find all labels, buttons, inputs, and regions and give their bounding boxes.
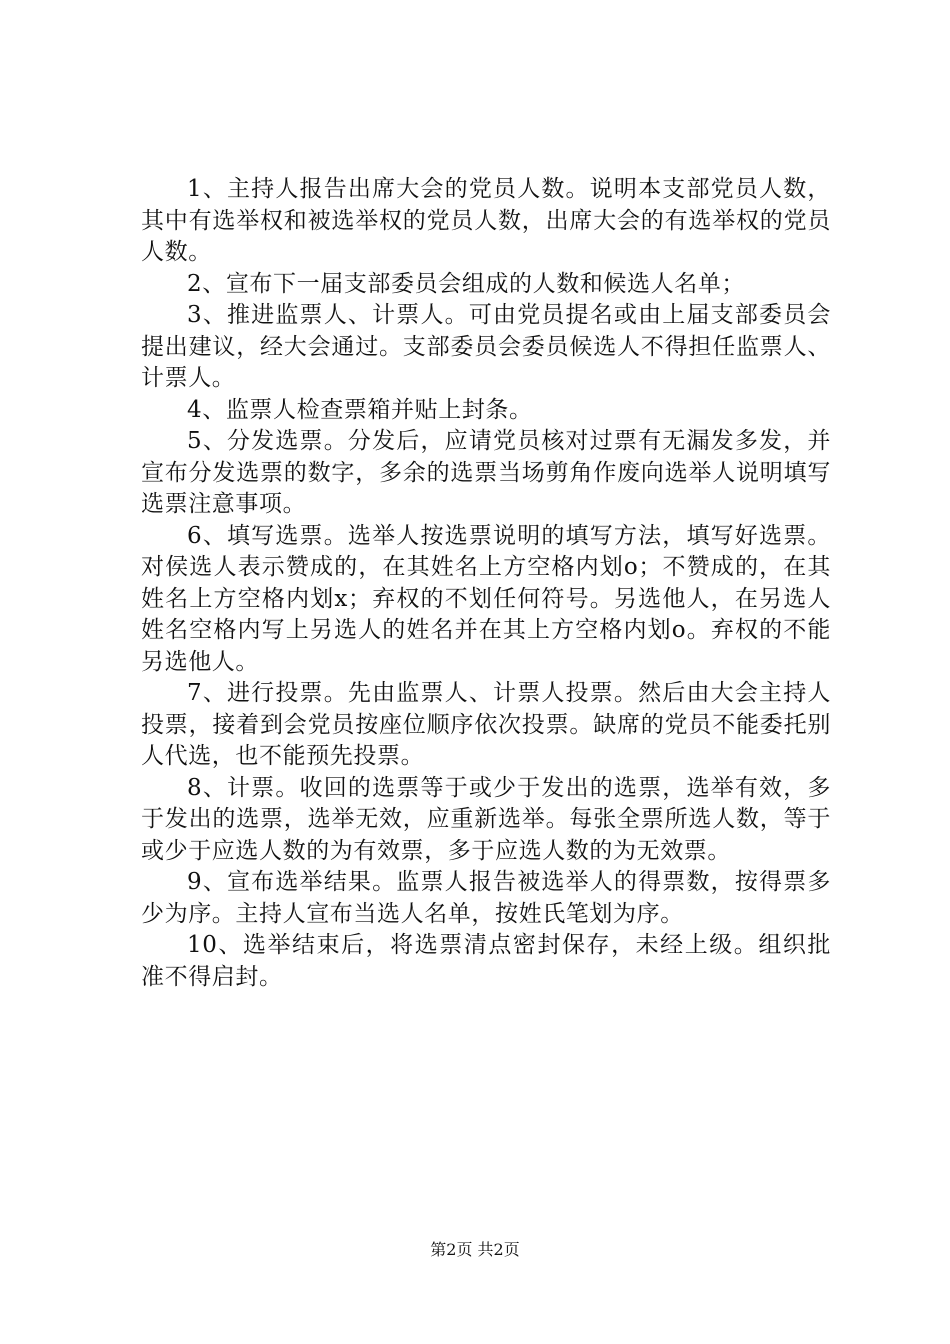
paragraph-6: 6、填写选票。选举人按选票说明的填写方法，填写好选票。对侯选人表示赞成的，在其姓名上方空格内划o；不赞成的，在其姓名上方空格内划x；弃权的不划任何符号。另选他人，在另选人姓名空格内写上另选人的姓名并在其上方空格内划o。弃权的不能另选他人。	[141, 522, 831, 675]
paragraph-9: 9、宣布选举结果。监票人报告被选举人的得票数，按得票多少为序。主持人宣布当选人名单，按姓氏笔划为序。	[141, 869, 831, 927]
paragraph-10: 10、选举结束后，将选票清点密封保存，未经上级。组织批准不得启封。	[141, 932, 831, 990]
paragraph-7: 7、进行投票。先由监票人、计票人投票。然后由大会主持人投票，接着到会党员按座位顺序依次投票。缺席的党员不能委托别人代选，也不能预先投票。	[141, 680, 831, 769]
paragraph-8: 8、计票。收回的选票等于或少于发出的选票，选举有效，多于发出的选票，选举无效，应重新选举。每张全票所选人数，等于或少于应选人数的为有效票，多于应选人数的为无效票。	[141, 774, 831, 864]
paragraph-3: 3、推进监票人、计票人。可由党员提名或由上届支部委员会提出建议，经大会通过。支部委员会委员候选人不得担任监票人、计票人。	[141, 302, 831, 391]
paragraph-1: 1、主持人报告出席大会的党员人数。说明本支部党员人数，其中有选举权和被选举权的党员人数，出席大会的有选举权的党员人数。	[141, 176, 831, 265]
page-number-footer: 第2页 共2页	[430, 1240, 520, 1259]
paragraph-5: 5、分发选票。分发后，应请党员核对过票有无漏发多发，并宣布分发选票的数字，多余的选票当场剪角作废向选举人说明填写选票注意事项。	[141, 428, 831, 517]
document-body	[141, 174, 831, 993]
paragraph-4: 4、监票人检查票箱并贴上封条。	[187, 396, 533, 423]
paragraph-2: 2、宣布下一届支部委员会组成的人数和候选人名单；	[187, 270, 746, 297]
